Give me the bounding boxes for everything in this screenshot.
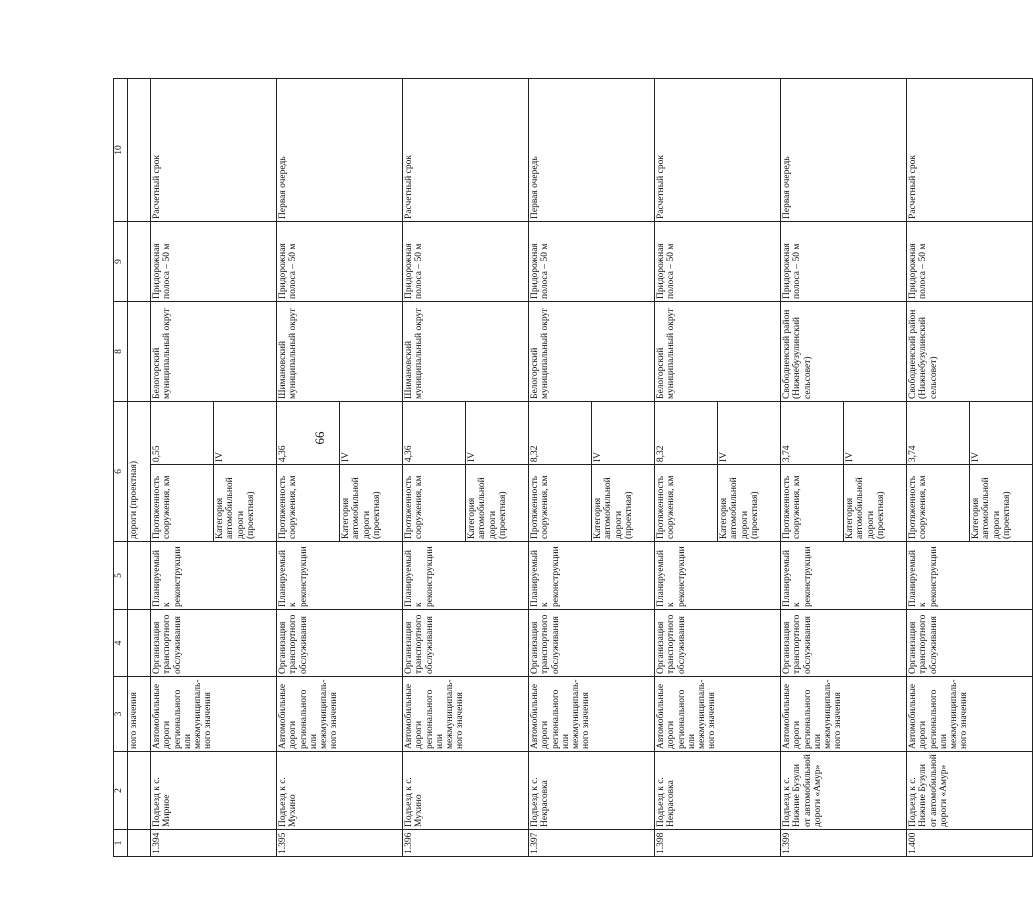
header-row [114,79,128,857]
object-term: Первая очередь [277,79,403,222]
object-purpose: Организация транспортного обслуживания [151,610,277,677]
header-cell: 1 [114,830,128,857]
param-category-value: IV [970,402,1033,465]
object-location: Белогорский муниципальный округ [655,302,781,402]
object-name: Подъезд к с. Мирное [151,752,277,830]
param-category-label: Категория автомобильной дороги (проектная) [718,465,781,541]
continuation-param-text: дороги (проектная) [128,402,151,542]
continuation-row [128,79,151,857]
object-name: Подъезд к с. Мухино [277,752,403,830]
object-zone: Придорожная полоса – 50 м [655,222,781,302]
parameters-cell [655,402,781,542]
parameters-cell [529,402,655,542]
param-category-value: IV [214,402,277,465]
object-purpose: Организация транспортного обслуживания [529,610,655,677]
param-category-value: IV [718,402,781,465]
param-category-label: Категория автомобильной дороги (проектная) [844,465,907,541]
object-name: Подъезд к с. Нижние Бузули от автомобильной дороги «Амур» [907,752,1033,830]
parameters-cell [781,402,907,542]
object-type: Автомобильные дороги регионального или межмуниципаль-ного значения [655,677,781,752]
param-length-value: 4,36 [277,402,340,465]
object-purpose: Организация транспортного обслуживания [403,610,529,677]
object-zone: Придорожная полоса – 50 м [151,222,277,302]
param-length-label: Протяженность сооружения, км [656,475,677,539]
param-length-value: 3,74 [781,402,844,465]
object-name: Подъезд к с. Мухино [403,752,529,830]
object-location: Белогорский муниципальный округ [529,302,655,402]
object-status: Планируемый к реконструкции [151,542,277,610]
table-row [277,79,403,857]
parameters-cell [151,402,277,542]
row-number: 1.399 [781,830,907,857]
object-zone: Придорожная полоса – 50 м [907,222,1033,302]
table-row [655,79,781,857]
row-number: 1.396 [403,830,529,857]
header-cell: 3 [114,677,128,752]
parameters-cell [277,402,403,542]
rotated-table-container [113,79,1012,857]
param-length-label: Протяженность сооружения, км [278,475,299,539]
object-zone: Придорожная полоса – 50 м [277,222,403,302]
object-location: Свободненский район (Нижнебузулинский сельсовет) [781,302,907,402]
object-name: Подъезд к с. Некрасовка [655,752,781,830]
param-length-label: Протяженность сооружения, км [530,475,551,539]
continuation-type-text: ного значения [128,677,151,752]
param-length-value: 3,74 [907,402,970,465]
objects-table [113,78,1033,857]
param-length-value: 0,55 [151,402,214,465]
object-name: Подъезд к с. Нижние Бузули от автомобильной дороги «Амур» [781,752,907,830]
header-cell: 2 [114,752,128,830]
object-location: Свободненский район (Нижнебузулинский сельсовет) [907,302,1033,402]
param-category-label: Категория автомобильной дороги (проектная) [592,465,655,541]
param-category-value: IV [466,402,529,465]
param-category-value: IV [340,402,403,465]
object-type: Автомобильные дороги регионального или межмуниципаль-ного значения [907,677,1033,752]
row-number: 1.400 [907,830,1033,857]
object-status: Планируемый к реконструкции [529,542,655,610]
object-type: Автомобильные дороги регионального или межмуниципаль-ного значения [781,677,907,752]
object-zone: Придорожная полоса – 50 м [403,222,529,302]
row-number: 1.394 [151,830,277,857]
header-cell: 8 [114,302,128,402]
object-status: Планируемый к реконструкции [403,542,529,610]
object-term: Расчетный срок [655,79,781,222]
header-cell: 6 [114,402,128,542]
row-number: 1.398 [655,830,781,857]
header-cell: 5 [114,542,128,610]
param-length-label: Протяженность сооружения, км [152,475,173,539]
object-term: Расчетный срок [907,79,1033,222]
object-purpose: Организация транспортного обслуживания [907,610,1033,677]
table-row [529,79,655,857]
object-type: Автомобильные дороги регионального или межмуниципаль-ного значения [403,677,529,752]
param-category-label: Категория автомобильной дороги (проектная) [970,465,1033,541]
object-location: Белогорский муниципальный округ [151,302,277,402]
object-purpose: Организация транспортного обслуживания [781,610,907,677]
object-location: Шимановский муниципальный округ [403,302,529,402]
object-type: Автомобильные дороги регионального или межмуниципаль-ного значения [277,677,403,752]
object-purpose: Организация транспортного обслуживания [277,610,403,677]
row-number: 1.395 [277,830,403,857]
object-name: Подъезд к с. Некрасовка [529,752,655,830]
param-length-value: 8,32 [529,402,592,465]
param-category-label: Категория автомобильной дороги (проектная) [340,465,403,541]
object-zone: Придорожная полоса – 50 м [529,222,655,302]
table-row [151,79,277,857]
param-length-label: Протяженность сооружения, км [404,475,425,539]
param-length-value: 8,32 [655,402,718,465]
object-type: Автомобильные дороги регионального или межмуниципаль-ного значения [529,677,655,752]
object-location: Шимановский муниципальный округ [277,302,403,402]
param-length-label: Протяженность сооружения, км [908,475,929,539]
object-term: Первая очередь [529,79,655,222]
param-category-value: IV [592,402,655,465]
param-category-label: Категория автомобильной дороги (проектная) [214,465,277,541]
object-status: Планируемый к реконструкции [781,542,907,610]
table-row [781,79,907,857]
object-status: Планируемый к реконструкции [655,542,781,610]
object-type: Автомобильные дороги регионального или межмуниципаль-ного значения [151,677,277,752]
object-zone: Придорожная полоса – 50 м [781,222,907,302]
header-cell: 9 [114,222,128,302]
header-cell: 10 [114,79,128,222]
parameters-cell [403,402,529,542]
table-row [907,79,1033,857]
table-row [403,79,529,857]
header-cell: 4 [114,610,128,677]
param-length-value: 4,36 [403,402,466,465]
object-purpose: Организация транспортного обслуживания [655,610,781,677]
object-term: Первая очередь [781,79,907,222]
object-term: Расчетный срок [403,79,529,222]
param-category-value: IV [844,402,907,465]
object-status: Планируемый к реконструкции [277,542,403,610]
object-status: Планируемый к реконструкции [907,542,1033,610]
param-length-label: Протяженность сооружения, км [782,475,803,539]
parameters-cell [907,402,1033,542]
page-number: 66 [312,431,327,445]
param-category-label: Категория автомобильной дороги (проектная) [466,465,529,541]
object-term: Расчетный срок [151,79,277,222]
row-number: 1.397 [529,830,655,857]
